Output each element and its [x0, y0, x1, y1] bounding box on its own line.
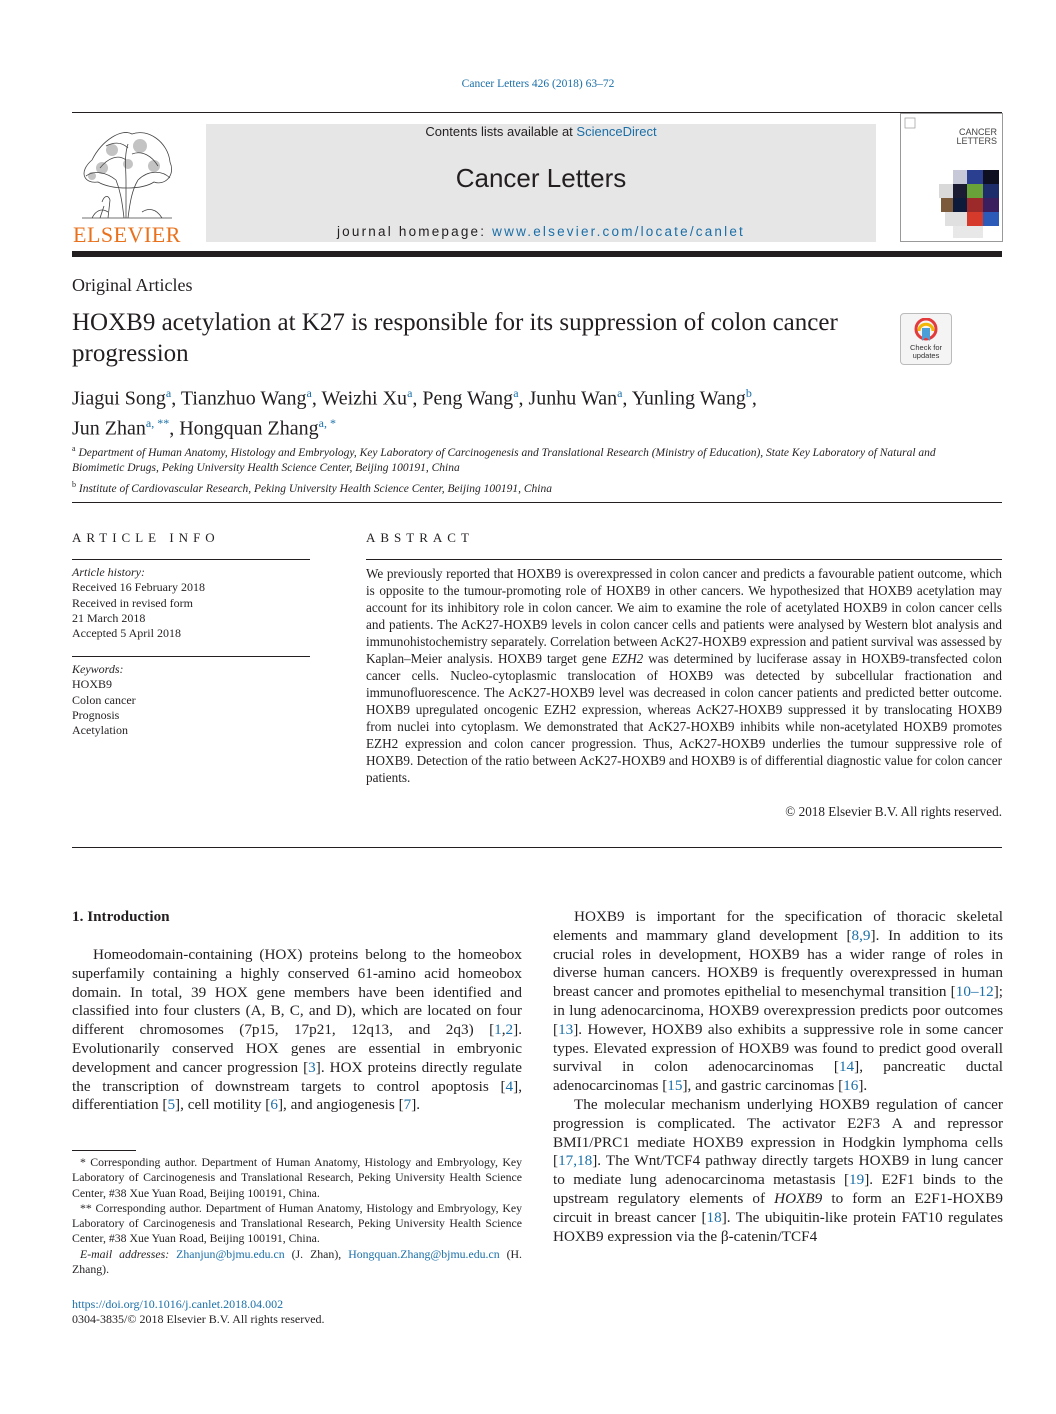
- body-text: ]. HOX proteins directly regulate the transcription of downstream targets to control apoptosis [: [72, 1058, 522, 1095]
- doi-link[interactable]: https://doi.org/10.1016/j.canlet.2018.04.002: [72, 1297, 284, 1311]
- body-text: ], pancreatic ductal adenocarcinomas [: [553, 1058, 1003, 1095]
- affiliation-text: Department of Human Anatomy, Histology and Embryology, Key Laboratory of Carcinogenesis and Translational Research (Ministry of Education), State Key Laboratory of Natural and Biomimetic Drugs, Peking University Health Science Center, Beijing 100191, China: [72, 446, 936, 475]
- intro-paragraph-2: [553, 908, 1003, 1096]
- abstract-gene-name: EZH2: [611, 651, 644, 666]
- history-item: Received 16 February 2018: [72, 580, 205, 595]
- keyword-item: Acetylation: [72, 723, 128, 738]
- author-affiliation-mark[interactable]: a: [617, 386, 623, 400]
- journal-cover-thumbnail[interactable]: [900, 113, 1003, 242]
- journal-homepage-line: [206, 224, 876, 239]
- author-name: Peng Wang: [422, 387, 514, 410]
- body-text: ]. The ubiquitin-like protein FAT10 regulates HOXB9 expression via the β-catenin/TCF4: [553, 1208, 1003, 1245]
- article-section-label: Original Articles: [72, 275, 193, 295]
- sciencedirect-link[interactable]: ScienceDirect: [576, 124, 657, 139]
- citation-link[interactable]: 1: [494, 1021, 502, 1039]
- cover-title: [956, 128, 997, 146]
- body-text: ], cell motility [: [175, 1096, 271, 1114]
- author-separator: ,: [518, 387, 529, 410]
- email-owner: (J. Zhan),: [284, 1246, 349, 1261]
- author-name: Yunling Wang: [631, 387, 746, 410]
- body-text: ].: [858, 1077, 868, 1095]
- author-name: Junhu Wan: [528, 387, 618, 410]
- check-updates-line-1: Check for: [909, 343, 943, 352]
- author-name: Tianzhuo Wang: [180, 387, 307, 410]
- keywords-label: Keywords:: [72, 662, 124, 676]
- abstract-bottom-rule: [72, 847, 1002, 848]
- article-history: [72, 565, 310, 641]
- author-affiliation-mark[interactable]: a: [306, 386, 312, 400]
- issn-copyright: 0304-3835/© 2018 Elsevier B.V. All rights reserved.: [72, 1312, 325, 1326]
- footnote-corresponding-2: ** Corresponding author. Department of Human Anatomy, Histology and Embryology, Key Laboratory of Carcinogenesis and Translational Research, Peking University Health Science Center, #38 Xue Yuan Road, Beijing 100191, China.: [72, 1200, 522, 1246]
- citation-link[interactable]: 4: [505, 1077, 514, 1095]
- keywords: [72, 662, 310, 738]
- contents-prefix: Contents lists available at: [425, 124, 577, 139]
- author-separator: ,: [171, 387, 181, 410]
- citation-link[interactable]: 14: [838, 1058, 855, 1076]
- body-text: ,: [501, 1021, 506, 1039]
- keyword-item: HOXB9: [72, 677, 113, 692]
- journal-reference-link[interactable]: Cancer Letters 426 (2018) 63–72: [461, 78, 615, 90]
- email-link-zhang[interactable]: Hongquan.Zhang@bjmu.edu.cn: [348, 1246, 500, 1261]
- body-text: ], and gastric carcinomas [: [682, 1077, 844, 1095]
- introduction-heading: 1. Introduction: [72, 908, 170, 925]
- affiliation-text: Institute of Cardiovascular Research, Peking University Health Science Center, Beijing 100191, China: [78, 482, 552, 495]
- affiliation-label: b: [72, 479, 76, 489]
- footnotes: [72, 1155, 522, 1277]
- footnote-emails: [72, 1247, 522, 1278]
- affiliation-b: [72, 477, 952, 497]
- abstract-text: [366, 565, 1002, 786]
- body-text: ], differentiation [: [72, 1077, 522, 1114]
- citation-link[interactable]: 5: [167, 1096, 176, 1114]
- italic-text: HOXB9: [774, 1189, 823, 1207]
- author-separator: ,: [622, 387, 632, 410]
- body-left-column: [72, 946, 522, 1115]
- article-info-heading: ARTICLE INFO: [72, 530, 220, 545]
- header-rule: [72, 502, 1002, 503]
- affiliation-label: a: [72, 444, 76, 453]
- citation-link[interactable]: 8,9: [851, 926, 871, 944]
- check-updates-label: [901, 344, 951, 360]
- abstract-rule: [366, 559, 1002, 560]
- citation-link[interactable]: 15: [667, 1077, 683, 1095]
- cover-title-line-2: LETTERS: [956, 136, 997, 146]
- copyright-note: © 2018 Elsevier B.V. All rights reserved.: [785, 804, 1002, 819]
- article-title: HOXB9 acetylation at K27 is responsible for its suppression of colon cancer progression: [72, 309, 838, 367]
- citation-link[interactable]: 18: [706, 1208, 722, 1226]
- author-affiliation-mark[interactable]: a: [407, 386, 413, 400]
- body-text: ]; in lung adenocarcinoma, HOXB9 overexpression predicts poor outcomes [: [553, 983, 1003, 1038]
- citation-link[interactable]: 3: [308, 1058, 316, 1076]
- citation-link[interactable]: 10–12: [955, 983, 994, 1001]
- body-text: The molecular mechanism underlying HOXB9 regulation of cancer progression is complicated. The activator E2F3 A and repressor BMI1/PRC1 mediate HOXB9 expression in Hodgkin lymphoma cells [: [553, 1095, 1003, 1170]
- masthead-rule: [72, 251, 1002, 257]
- citation-link[interactable]: 19: [849, 1171, 865, 1189]
- intro-paragraph-1: [72, 946, 522, 1115]
- history-item: Accepted 5 April 2018: [72, 626, 181, 641]
- homepage-link[interactable]: www.elsevier.com/locate/canlet: [492, 224, 746, 239]
- body-text: ]. The Wnt/TCF4 pathway directly targets HOXB9 in lung cancer to mediate lung adenocarcinoma metastasis [: [553, 1152, 1003, 1189]
- email-owner: (H. Zhang).: [72, 1246, 522, 1277]
- footnote-corresponding-1: * Corresponding author. Department of Human Anatomy, Histology and Embryology, Key Laboratory of Carcinogenesis and Translational Research, Peking University Health Science Center, #38 Xue Yuan Road, Beijing 100191, China.: [72, 1155, 522, 1200]
- cover-title-line-1: CANCER: [958, 127, 997, 137]
- affiliations: [72, 441, 952, 497]
- citation-link[interactable]: 2: [505, 1021, 514, 1039]
- intro-paragraph-3: [553, 1096, 1003, 1246]
- keyword-item: Prognosis: [72, 707, 120, 722]
- email-label: E-mail addresses:: [80, 1246, 170, 1261]
- history-item: 21 March 2018: [72, 610, 146, 625]
- author-affiliation-mark[interactable]: a, *: [318, 415, 336, 430]
- body-text: ]. However, HOXB9 also exhibits a suppressive role in some cancer types. Elevated expression of HOXB9 was found to predict good overall survival in colon adenocarcinomas [: [553, 1020, 1003, 1076]
- abstract-part-1: We previously reported that HOXB9 is overexpressed in colon cancer and predicts a favourable patient outcome, which is opposite to the tumour-promoting role of HOXB9 in other cancers. We hypothesized that HOXB9 acetylation may account for its inhibitory role in colon cancer. We aim to examine the role of acetylated HOXB9 in colon cancer cells and patients. The AcK27-HOXB9 levels in colon cancer cells and patients were analysed by Western blot analysis and immunohistochemistry separately. Correlation between AcK27-HOXB9 expression and patient survival was assessed by Kaplan–Meier analysis. HOXB9 target gene: [366, 566, 1002, 666]
- abstract-part-2: was determined by luciferase assay in HOXB9-transfected colon cancer cells. Nucleo-cytoplasmic translocation of HOXB9 was detected by subcellular fractionation and immunofluorescence. The AcK27-HOXB9 level was decreased in colon cancer patients and predicted better outcome. HOXB9 upregulated oncogenic EZH2 expression, whereas AcK27-HOXB9 suppressed it by translocating HOXB9 from nuclei into cytoplasm. We demonstrated that AcK27-HOXB9 inhibits while non-acetylated HOXB9 promotes EZH2 expression and colon cancer progression. Thus, AcK27-HOXB9 underlies the tumour suppressive role of HOXB9. Detection of the ratio between AcK27-HOXB9 and HOXB9 is of differential diagnostic value for colon cancer patients.: [366, 651, 1002, 785]
- contents-line: [206, 124, 876, 139]
- author-list: [72, 381, 952, 440]
- homepage-prefix: journal homepage:: [336, 224, 493, 239]
- body-right-column: [553, 908, 1003, 1246]
- history-item: Received in revised form: [72, 595, 193, 610]
- author-name: Hongquan Zhang: [179, 417, 319, 440]
- author-affiliation-mark[interactable]: a: [165, 386, 172, 400]
- publisher-name: ELSEVIER: [73, 222, 181, 247]
- keyword-item: Colon cancer: [72, 692, 136, 707]
- author-affiliation-mark[interactable]: b: [745, 386, 752, 400]
- citation-link[interactable]: 7: [403, 1096, 412, 1114]
- citation-link[interactable]: 13: [558, 1020, 574, 1038]
- author-separator: ,: [169, 417, 180, 440]
- citation-link[interactable]: 6: [270, 1096, 278, 1114]
- author-separator: ,: [412, 387, 423, 410]
- author-affiliation-mark[interactable]: a, **: [145, 415, 170, 430]
- keywords-rule: [72, 656, 310, 657]
- author-separator: ,: [751, 387, 757, 410]
- body-text: ]. In addition to its crucial roles in development, HOXB9 has a wider range of roles in diverse human cancers. HOXB9 is frequently overexpressed in human breast cancer and promotes epithelial to mesenchymal transition [: [553, 926, 1003, 1001]
- abstract-heading: ABSTRACT: [366, 530, 474, 545]
- citation-link[interactable]: 16: [843, 1077, 859, 1095]
- check-updates-icon: [914, 318, 938, 344]
- article-info-rule: [72, 559, 310, 560]
- author-separator: ,: [311, 387, 322, 410]
- body-text: ]. Evolutionarily conserved HOX genes are essential in embryonic development and cancer progression [: [72, 1021, 522, 1076]
- body-text: Homeodomain-containing (HOX) proteins belong to the homeobox superfamily containing a highly conserved 61-amino acid homeobox domain. In total, 39 HOX gene members have been identified and classified into four clusters (A, B, C, and D), which are located on four different chromosomes (7p15, 17p21, 12q13, and 2q3) [: [72, 946, 522, 1039]
- footnote-rule: [72, 1150, 136, 1151]
- check-updates-line-2: updates: [912, 351, 940, 360]
- body-text: to form an E2F1-HOXB9 circuit in breast cancer [: [553, 1189, 1003, 1226]
- author-affiliation-mark[interactable]: a: [513, 386, 519, 400]
- affiliation-a: [72, 441, 952, 477]
- email-link-zhan[interactable]: Zhanjun@bjmu.edu.cn: [176, 1246, 285, 1261]
- citation-link[interactable]: 17,18: [558, 1152, 593, 1170]
- check-for-updates-button[interactable]: [900, 313, 952, 365]
- body-text: ]. E2F1 binds to the upstream regulatory elements of: [553, 1171, 1004, 1207]
- body-text: HOXB9 is important for the specification of thoracic skeletal elements and mammary gland development [: [553, 908, 1003, 944]
- journal-title: Cancer Letters: [455, 163, 627, 193]
- body-text: ], and angiogenesis [: [277, 1096, 404, 1114]
- author-name: Jun Zhan: [72, 417, 146, 440]
- history-label: Article history:: [72, 565, 145, 579]
- author-name: Jiagui Song: [72, 387, 166, 410]
- author-name: Weizhi Xu: [321, 387, 408, 410]
- body-text: ].: [411, 1096, 421, 1114]
- top-rule: [72, 112, 1002, 113]
